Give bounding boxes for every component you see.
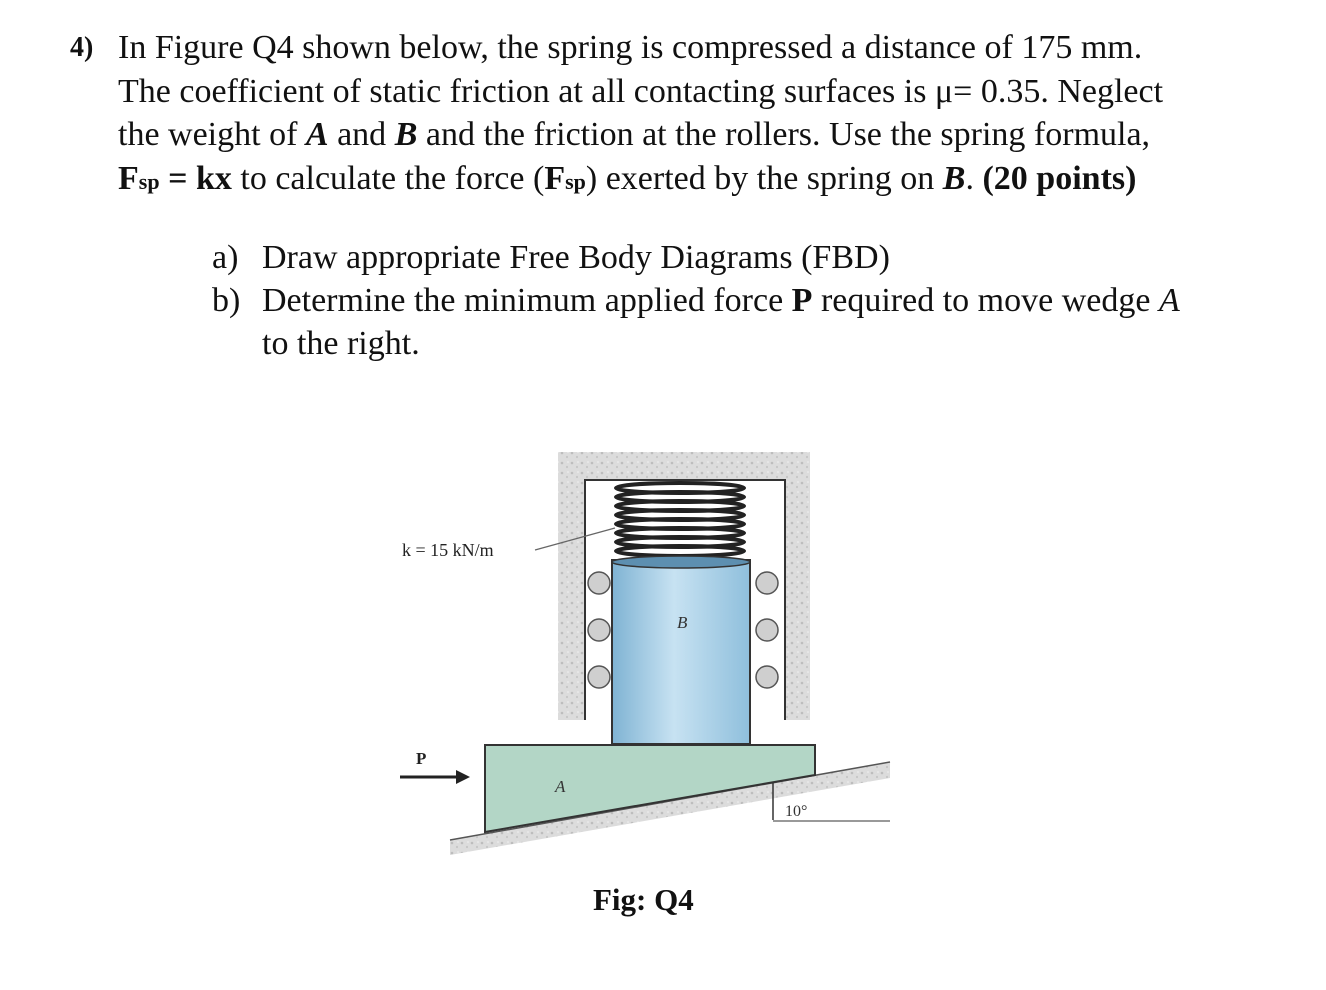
points: (20 points) [982,159,1137,197]
figure-caption: Fig: Q4 [593,882,694,917]
sub-questions [212,236,1180,365]
question-text [118,26,1278,203]
question-number: 4) [70,32,94,63]
block-b-label: B [677,613,688,632]
figure-q4 [390,440,910,880]
wedge-a-label: A [555,777,566,796]
part-b: b) Determine the minimum applied force P required to move wedge A to the right. [212,282,1180,362]
spring-constant-label: k = 15 kN/m [402,540,494,560]
block-b [612,560,750,744]
part-a: a) Draw appropriate Free Body Diagrams (FBD) [212,239,890,276]
angle-label: 10° [785,803,808,820]
question-line-2: The coefficient of static friction at all contacting surfaces is μ= 0.35. Neglect [118,72,1164,110]
figure-drawing [390,440,910,880]
question-line-4: Fsp = kx to calculate the force (Fsp) exerted by the spring on B. (20 points) [118,159,1137,197]
question-line-1: In Figure Q4 shown below, the spring is compressed a distance of 175 mm. [118,29,1143,66]
force-p-label: P [416,749,427,768]
spring [616,483,744,556]
question-line-3: the weight of A and B and the friction at the rollers. Use the spring formula, [118,116,1151,153]
